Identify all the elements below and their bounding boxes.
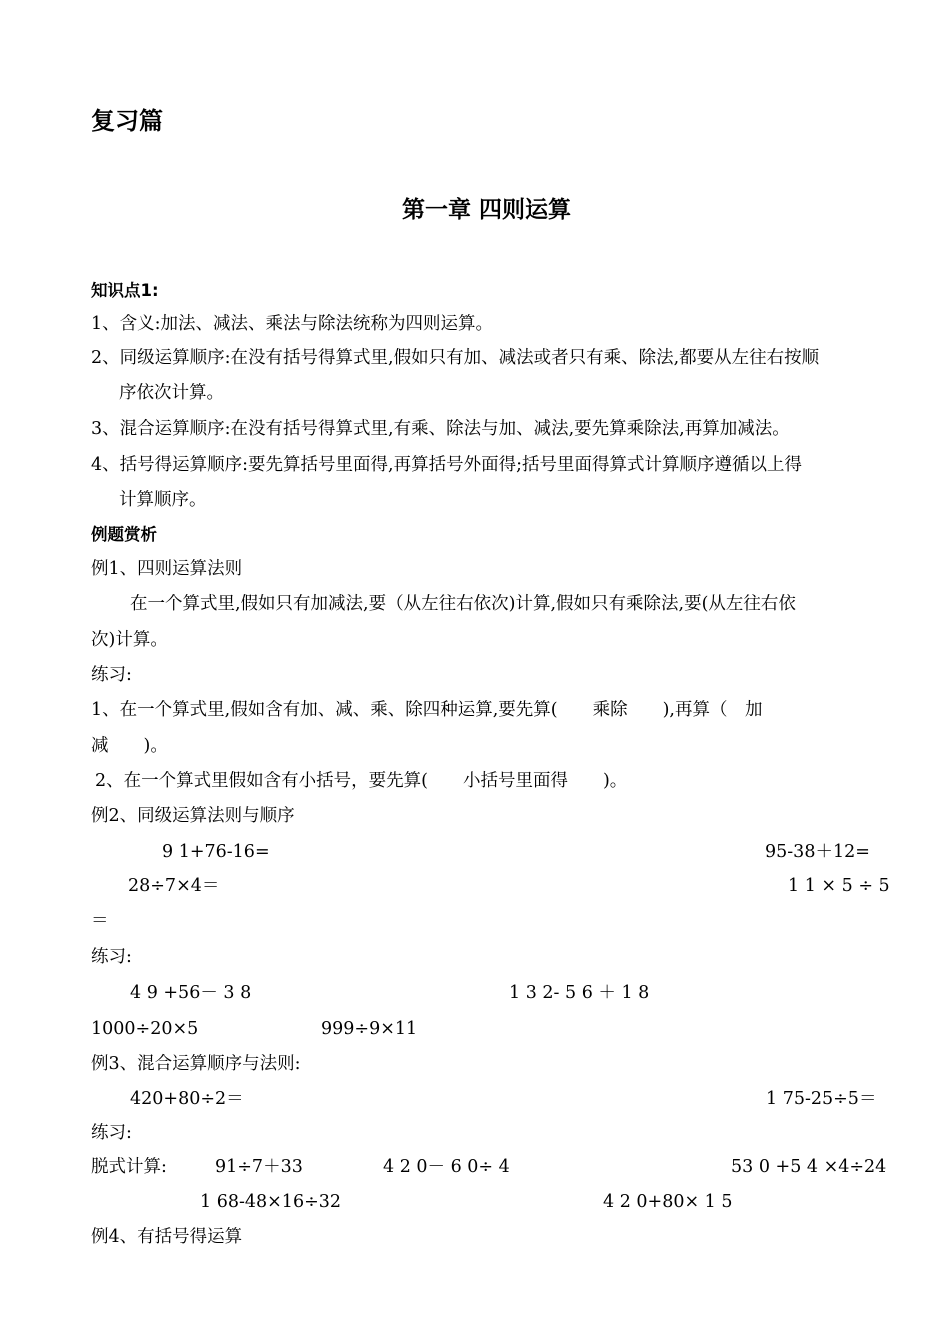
example2-practice-2: 1 3 2- 5 6 ＋ 1 8 <box>509 983 650 1003</box>
knowledge-item-2: 2、同级运算顺序:在没有括号得算式里,假如只有加、减法或者只有乘、除法,都要从左往右按顺 <box>91 348 820 368</box>
knowledge-item-2-cont: 序依次计算。 <box>119 383 224 403</box>
knowledge-heading: 知识点1: <box>91 281 159 300</box>
example2-title: 例2、同级运算法则与顺序 <box>91 806 295 826</box>
knowledge-item-3: 3、混合运算顺序:在没有括号得算式里,有乘、除法与加、减法,要先算乘除法,再算加减法。 <box>91 419 790 439</box>
example1-practice-label: 练习: <box>91 665 132 685</box>
example1-question-1: 1、在一个算式里,假如含有加、减、乘、除四种运算,要先算( 乘除 ),再算（ 加 <box>91 700 763 720</box>
example3-practice-1: 91÷7＋33 <box>215 1157 303 1177</box>
knowledge-item-4: 4、括号得运算顺序:要先算括号里面得,再算括号外面得;括号里面得算式计算顺序遵循以上得 <box>91 455 802 475</box>
example2-practice-3: 1000÷20×5 <box>91 1019 199 1039</box>
example2-practice-label: 练习: <box>91 947 132 967</box>
example1-body-cont: 次)计算。 <box>91 630 168 650</box>
chapter-title: 第一章 四则运算 <box>402 197 572 223</box>
example3-expression-2: 1 75-25÷5＝ <box>766 1089 877 1109</box>
example1-question-2: 2、在一个算式里假如含有小括号，要先算( 小括号里面得 )。 <box>95 771 628 791</box>
example3-expression-1: 420+80÷2＝ <box>130 1089 244 1109</box>
example1-body: 在一个算式里,假如只有加减法,要（从左往右依次)计算,假如只有乘除法,要(从左往右依 <box>130 594 796 614</box>
example2-expression-4-tail: ＝ <box>91 911 109 931</box>
example3-title: 例3、混合运算顺序与法则: <box>91 1054 301 1074</box>
examples-heading: 例题赏析 <box>91 525 157 544</box>
part-title: 复习篇 <box>91 107 163 135</box>
example4-title: 例4、有括号得运算 <box>91 1227 243 1247</box>
example2-expression-1: 9 1+76-16= <box>162 842 270 862</box>
example1-title: 例1、四则运算法则 <box>91 559 243 579</box>
example3-practice-4: 1 68-48×16÷32 <box>200 1192 342 1212</box>
example3-practice-label: 练习: <box>91 1123 132 1143</box>
example3-task-label: 脱式计算: <box>91 1157 167 1177</box>
example3-practice-3: 53 0 +5 4 ×4÷24 <box>731 1157 887 1177</box>
example2-practice-1: 4 9 +56－ 3 8 <box>130 983 252 1003</box>
example2-expression-3: 28÷7×4＝ <box>128 876 220 896</box>
example2-practice-4: 999÷9×11 <box>321 1019 418 1039</box>
example3-practice-2: 4 2 0－ 6 0÷ 4 <box>383 1157 510 1177</box>
knowledge-item-1: 1、含义:加法、减法、乘法与除法统称为四则运算。 <box>91 314 494 334</box>
example2-expression-4: 1 1 × 5 ÷ 5 <box>788 876 890 896</box>
example1-question-1-cont: 减 )。 <box>91 736 168 756</box>
knowledge-item-4-cont: 计算顺序。 <box>119 490 207 510</box>
example2-expression-2: 95-38＋12= <box>765 842 870 862</box>
example3-practice-5: 4 2 0+80× 1 5 <box>603 1192 733 1212</box>
